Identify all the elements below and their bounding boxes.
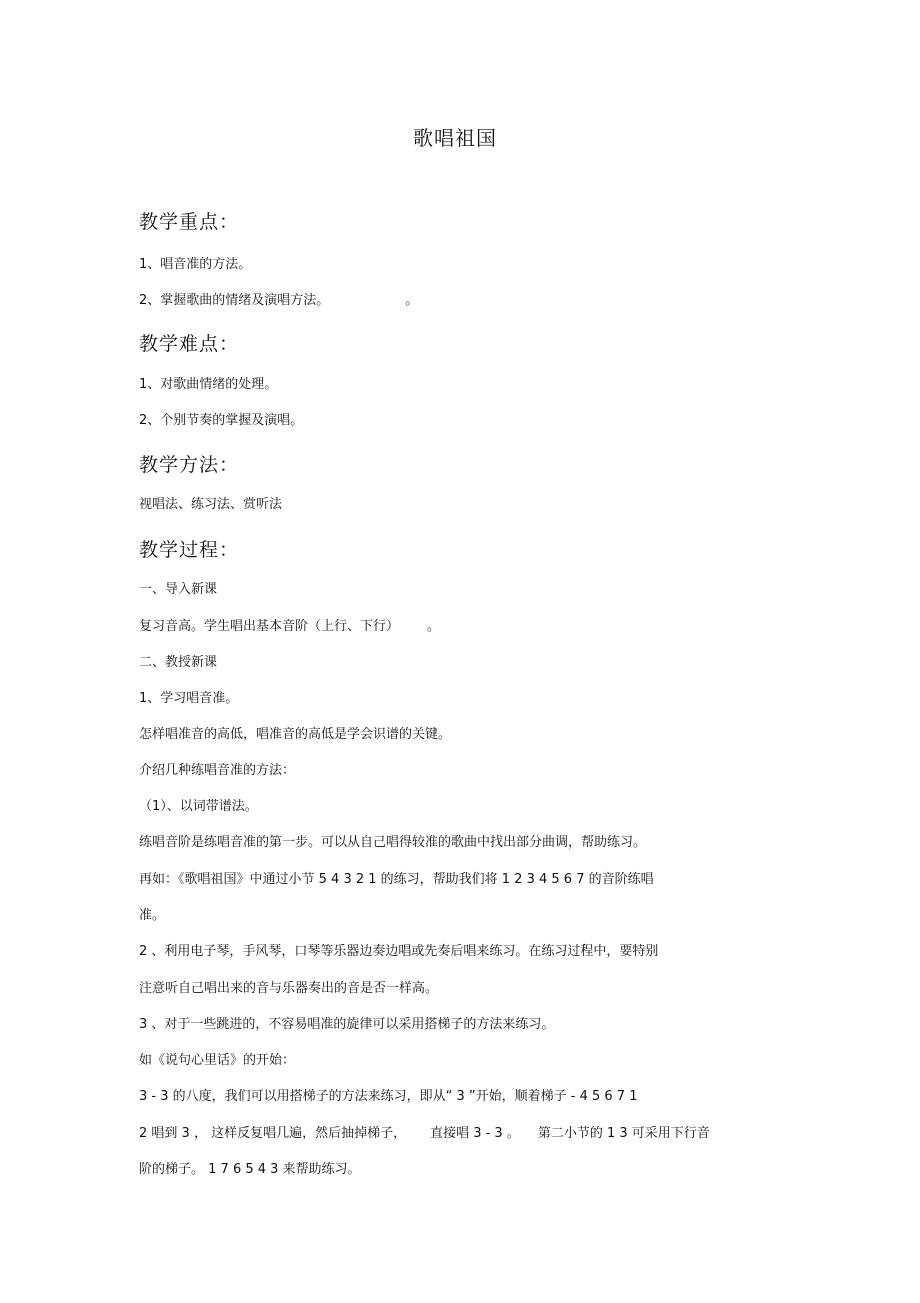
- process-line: 1、学习唱音准。: [139, 691, 239, 706]
- page-title: 歌唱祖国: [413, 126, 497, 150]
- process-line-text: 复习音高。学生唱出基本音阶（上行、下行）: [139, 619, 400, 634]
- trailing-period: 。: [427, 619, 441, 634]
- process-line: 3 - 3 的八度，我们可以用搭梯子的方法来练习，即从“ 3 ”开始，顺着梯子 - 4 5 6 7 1: [139, 1089, 638, 1104]
- section-heading-difficulties: 教学难点：: [139, 333, 240, 355]
- process-line: [139, 617, 440, 637]
- difficulty-item: 2、个别节奏的掌握及演唱。: [139, 413, 304, 428]
- process-line: （1）、以词带谱法。: [139, 799, 258, 814]
- difficulty-item: 1、对歌曲情绪的处理。: [139, 377, 278, 392]
- process-line-text: 2 唱到 3 ， 这样反复唱几遍，然后抽掉梯子，: [139, 1126, 407, 1141]
- process-line: 准。: [139, 908, 166, 923]
- process-line: 二、教授新课: [139, 655, 218, 670]
- process-line: 怎样唱准音的高低，唱准音的高低是学会识谱的关键。: [139, 727, 452, 742]
- process-line: [139, 1124, 710, 1144]
- process-line: 如《说句心里话》的开始：: [139, 1053, 296, 1068]
- process-line: 一、导入新课: [139, 582, 218, 597]
- process-line: 注意听自己唱出来的音与乐器奏出的音是否一样高。: [139, 981, 439, 996]
- methods-text: 视唱法、练习法、赏听法: [139, 497, 283, 512]
- process-line: 3 、对于一些跳进的，不容易唱准的旋律可以采用搭梯子的方法来练习。: [139, 1017, 555, 1032]
- key-point-item: 1、唱音准的方法。: [139, 257, 252, 272]
- section-heading-process: 教学过程：: [139, 539, 240, 561]
- process-line-text: 直接唱 3 - 3 。: [430, 1126, 520, 1141]
- process-line: 阶的梯子。 1 7 6 5 4 3 来帮助练习。: [139, 1162, 361, 1177]
- section-heading-methods: 教学方法：: [139, 454, 240, 476]
- process-line: 2 、利用电子琴，手风琴，口琴等乐器边奏边唱或先奏后唱来练习。在练习过程中，要特别: [139, 944, 659, 959]
- key-point-text: 2、掌握歌曲的情绪及演唱方法。: [139, 293, 330, 308]
- trailing-period: 。: [405, 293, 419, 308]
- key-point-item: [139, 291, 418, 311]
- section-heading-key-points: 教学重点：: [139, 211, 240, 233]
- process-line-text: 第二小节的 1 3 可采用下行音: [537, 1126, 710, 1141]
- process-line: 练唱音阶是练唱音准的第一步。可以从自己唱得较准的歌曲中找出部分曲调，帮助练习。: [139, 835, 647, 850]
- process-line: 介绍几种练唱音准的方法：: [139, 763, 296, 778]
- process-line: 再如：《歌唱祖国》中通过小节 5 4 3 2 1 的练习，帮助我们将 1 2 3 4 5 6 7 的音阶练唱: [139, 872, 654, 887]
